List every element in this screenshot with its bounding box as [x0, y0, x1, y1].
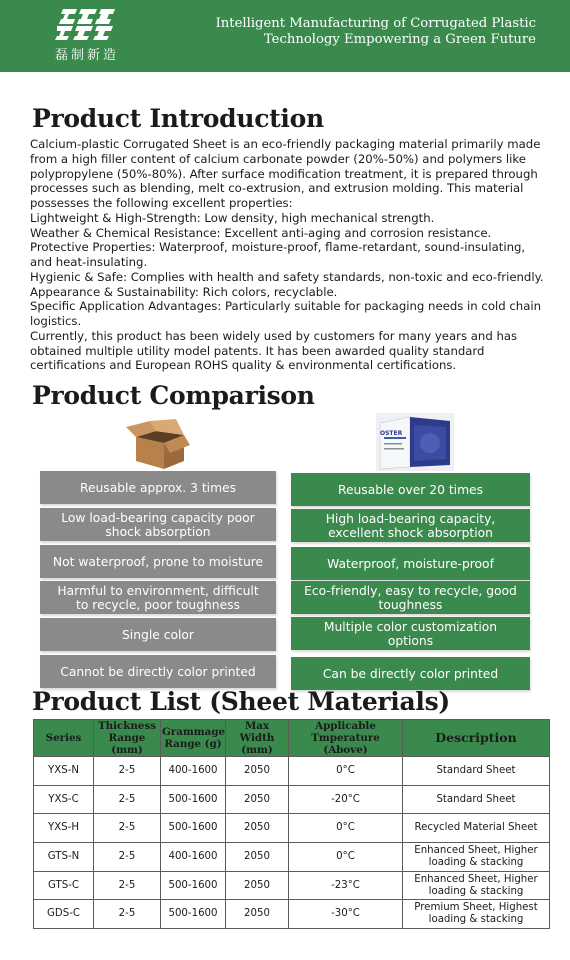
table-row: [34, 814, 550, 843]
intro-paragraph: Weather & Chemical Resistance: Excellent anti-aging and corrosion resistance.: [30, 225, 492, 240]
brand-logo: [55, 7, 135, 65]
cell-temperature: -20°C: [289, 785, 403, 814]
cell-grammage: 500-1600: [161, 785, 226, 814]
comparison-right-row: Can be directly color printed: [291, 657, 530, 690]
cell-max-width: 2050: [226, 900, 289, 929]
intro-paragraph: Hygienic & Safe: Complies with health and safety standards, non-toxic and eco-friendly.: [30, 269, 544, 284]
logo-mark-icon: [55, 7, 117, 41]
comparison-left-row: Low load-bearing capacity poor shock absorption: [40, 508, 276, 541]
cell-thickness: 2-5: [94, 843, 161, 872]
tagline-line-1: Intelligent Manufacturing of Corrugated Plastic: [215, 16, 536, 31]
cell-temperature: 0°C: [289, 814, 403, 843]
cell-description: Standard Sheet: [403, 757, 550, 786]
header-thickness: Thickness Range (mm): [94, 720, 161, 757]
header-series: Series: [34, 720, 94, 757]
cell-thickness: 2-5: [94, 900, 161, 929]
cell-description: Recycled Material Sheet: [403, 814, 550, 843]
cell-thickness: 2-5: [94, 757, 161, 786]
comparison-left-row: Not waterproof, prone to moisture: [40, 545, 276, 578]
header-temperature: Applicable Tmperature (Above): [289, 720, 403, 757]
intro-paragraph: Calcium-plastic Corrugated Sheet is an eco-friendly packaging material primarily made from a high filler content of calcium carbonate powder (20%-50%) and polymers like polypropylene (50%-80%). After surface modification treatment, it is prepared through processes such as blending, melt co-extrusion, and extrusion molding. This material possesses the following excellent properties:: [30, 137, 541, 210]
cell-temperature: 0°C: [289, 757, 403, 786]
cell-description: Standard Sheet: [403, 785, 550, 814]
comparison-title: Product Comparison: [32, 381, 315, 410]
cell-description: Enhanced Sheet, Higher loading & stacking: [403, 871, 550, 900]
cell-grammage: 400-1600: [161, 757, 226, 786]
cell-series: GTS-C: [34, 871, 94, 900]
cell-series: GTS-N: [34, 843, 94, 872]
table-row: [34, 900, 550, 929]
cell-grammage: 400-1600: [161, 843, 226, 872]
cardboard-box-image: [124, 415, 192, 471]
cell-thickness: 2-5: [94, 871, 161, 900]
cell-max-width: 2050: [226, 785, 289, 814]
cell-series: YXS-C: [34, 785, 94, 814]
header-tagline: [216, 16, 536, 48]
cell-max-width: 2050: [226, 814, 289, 843]
cell-grammage: 500-1600: [161, 814, 226, 843]
cell-series: YXS-H: [34, 814, 94, 843]
table-row: [34, 843, 550, 872]
comparison-right-row: High load-bearing capacity, excellent shock absorption: [291, 509, 530, 542]
comparison-left-row: Cannot be directly color printed: [40, 655, 276, 688]
comparison-left-row: Harmful to environment, difficult to recycle, poor toughness: [40, 581, 276, 614]
cell-thickness: 2-5: [94, 785, 161, 814]
intro-paragraph: Appearance & Sustainability: Rich colors, recyclable.: [30, 284, 338, 299]
comparison-right-row: Multiple color customization options: [291, 617, 530, 650]
intro-paragraph: Currently, this product has been widely used by customers for many years and has obtained multiple utility model patents. It has been awarded quality standard certifications and European ROHS quality & environmental certifications.: [30, 328, 518, 373]
intro-paragraph: Specific Application Advantages: Particularly suitable for packaging needs in cold chain logistics.: [30, 299, 542, 328]
cell-temperature: 0°C: [289, 843, 403, 872]
cell-thickness: 2-5: [94, 814, 161, 843]
comparison-right-row: Waterproof, moisture-proof: [291, 547, 530, 580]
product-table: [33, 719, 550, 929]
cell-max-width: 2050: [226, 757, 289, 786]
table-row: [34, 757, 550, 786]
intro-body: [30, 137, 548, 373]
tagline-line-2: Technology Empowering a Green Future: [263, 32, 536, 47]
intro-paragraph: Lightweight & High-Strength: Low density, high mechanical strength.: [30, 210, 435, 225]
comparison-left-row: Single color: [40, 618, 276, 651]
header-banner: [0, 0, 570, 72]
plastic-box-image: [376, 413, 454, 471]
table-row: [34, 785, 550, 814]
cell-series: YXS-N: [34, 757, 94, 786]
header-description: Description: [403, 720, 550, 757]
cell-max-width: 2050: [226, 871, 289, 900]
header-max-width: Max Width (mm): [226, 720, 289, 757]
cell-description: Premium Sheet, Highest loading & stacking: [403, 900, 550, 929]
cell-grammage: 500-1600: [161, 871, 226, 900]
comparison-right-row: Eco-friendly, easy to recycle, good toughness: [291, 581, 530, 614]
intro-paragraph: Protective Properties: Waterproof, moisture-proof, flame-retardant, sound-insulating, and heat-insulating.: [30, 240, 526, 269]
intro-title: Product Introduction: [32, 104, 324, 133]
cell-series: GDS-C: [34, 900, 94, 929]
table-header-row: [34, 720, 550, 757]
product-list-title: Product List (Sheet Materials): [32, 687, 450, 716]
comparison-left-row: Reusable approx. 3 times: [40, 471, 276, 504]
logo-text: 磊制新造: [55, 48, 120, 63]
header-grammage: Grammage Range (g): [161, 720, 226, 757]
cell-description: Enhanced Sheet, Higher loading & stacking: [403, 843, 550, 872]
cell-max-width: 2050: [226, 843, 289, 872]
cell-temperature: -30°C: [289, 900, 403, 929]
cell-temperature: -23°C: [289, 871, 403, 900]
cell-grammage: 500-1600: [161, 900, 226, 929]
comparison-right-row: Reusable over 20 times: [291, 473, 530, 506]
table-row: [34, 871, 550, 900]
plastic-box-label: OSTER: [380, 430, 403, 437]
